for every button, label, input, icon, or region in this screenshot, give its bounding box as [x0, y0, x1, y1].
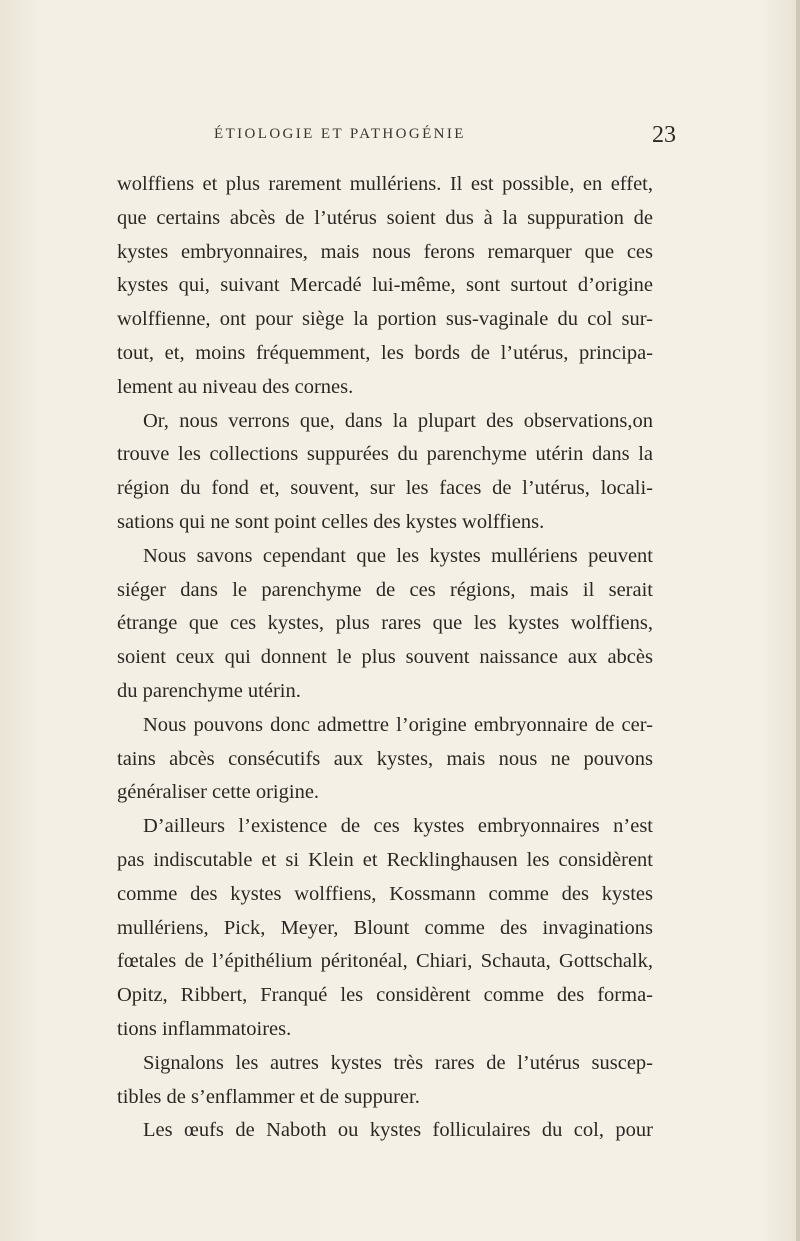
text-line: wolffiens et plus rarement mullériens. Il est possible, en effet, — [117, 173, 653, 195]
text-line: étrange que ces kystes, plus rares que les kystes wolffiens, — [117, 612, 653, 635]
text-line: Or, nous verrons que, dans la plupart des observations,on — [143, 409, 653, 432]
text-line: du parenchyme utérin. — [117, 679, 301, 702]
text-line: D’ailleurs l’existence de ces kystes embryonnaires n’est — [143, 815, 653, 838]
text-line: Signalons les autres kystes très rares de l’utérus suscep- — [143, 1051, 653, 1074]
text-line: wolffienne, ont pour siège la portion sus-vaginale du col sur- — [117, 308, 653, 331]
text-line: comme des kystes wolffiens, Kossmann comme des kystes — [117, 882, 653, 905]
text-line: Opitz, Ribbert, Franqué les considèrent comme des forma- — [117, 984, 653, 1007]
running-title: ÉTIOLOGIE ET PATHOGÉNIE — [214, 126, 466, 142]
text-line: sations qui ne sont point celles des kystes wolffiens. — [117, 510, 545, 533]
text-line: kystes qui, suivant Mercadé lui-même, sont surtout d’origine — [117, 274, 653, 297]
page-header — [0, 122, 800, 152]
text-line: tions inflammatoires. — [117, 1017, 292, 1040]
text-line: Les œufs de Naboth ou kystes folliculaires du col, pour — [143, 1119, 653, 1142]
text-line: fœtales de l’épithélium péritonéal, Chiari, Schauta, Gottschalk, — [117, 950, 653, 973]
text-line: généraliser cette origine. — [117, 781, 320, 804]
text-line: Nous savons cependant que les kystes mullériens peuvent — [143, 544, 653, 567]
text-line: région du fond et, souvent, sur les faces de l’utérus, locali- — [117, 477, 653, 500]
text-line: kystes embryonnaires, mais nous ferons remarquer que ces — [117, 240, 653, 263]
body-text — [117, 168, 653, 1148]
text-line: mullériens, Pick, Meyer, Blount comme des invaginations — [117, 916, 653, 939]
page-number: 23 — [652, 122, 676, 148]
text-line: siéger dans le parenchyme de ces régions, mais il serait — [117, 578, 653, 601]
text-line: pas indiscutable et si Klein et Recklinghausen les considèrent — [117, 848, 653, 871]
text-line: trouve les collections suppurées du parenchyme utérin dans la — [117, 443, 653, 466]
page-edge — [796, 0, 800, 1241]
text-line: tibles de s’enflammer et de suppurer. — [117, 1085, 420, 1108]
text-line: Nous pouvons donc admettre l’origine embryonnaire de cer- — [143, 713, 653, 736]
text-line: tains abcès consécutifs aux kystes, mais nous ne pouvons — [117, 747, 653, 770]
text-line: tout, et, moins fréquemment, les bords de l’utérus, principa- — [117, 341, 653, 364]
text-line: que certains abcès de l’utérus soient dus à la suppuration de — [117, 206, 653, 229]
text-line: soient ceux qui donnent le plus souvent naissance aux abcès — [117, 646, 653, 669]
text-line: lement au niveau des cornes. — [117, 375, 354, 398]
